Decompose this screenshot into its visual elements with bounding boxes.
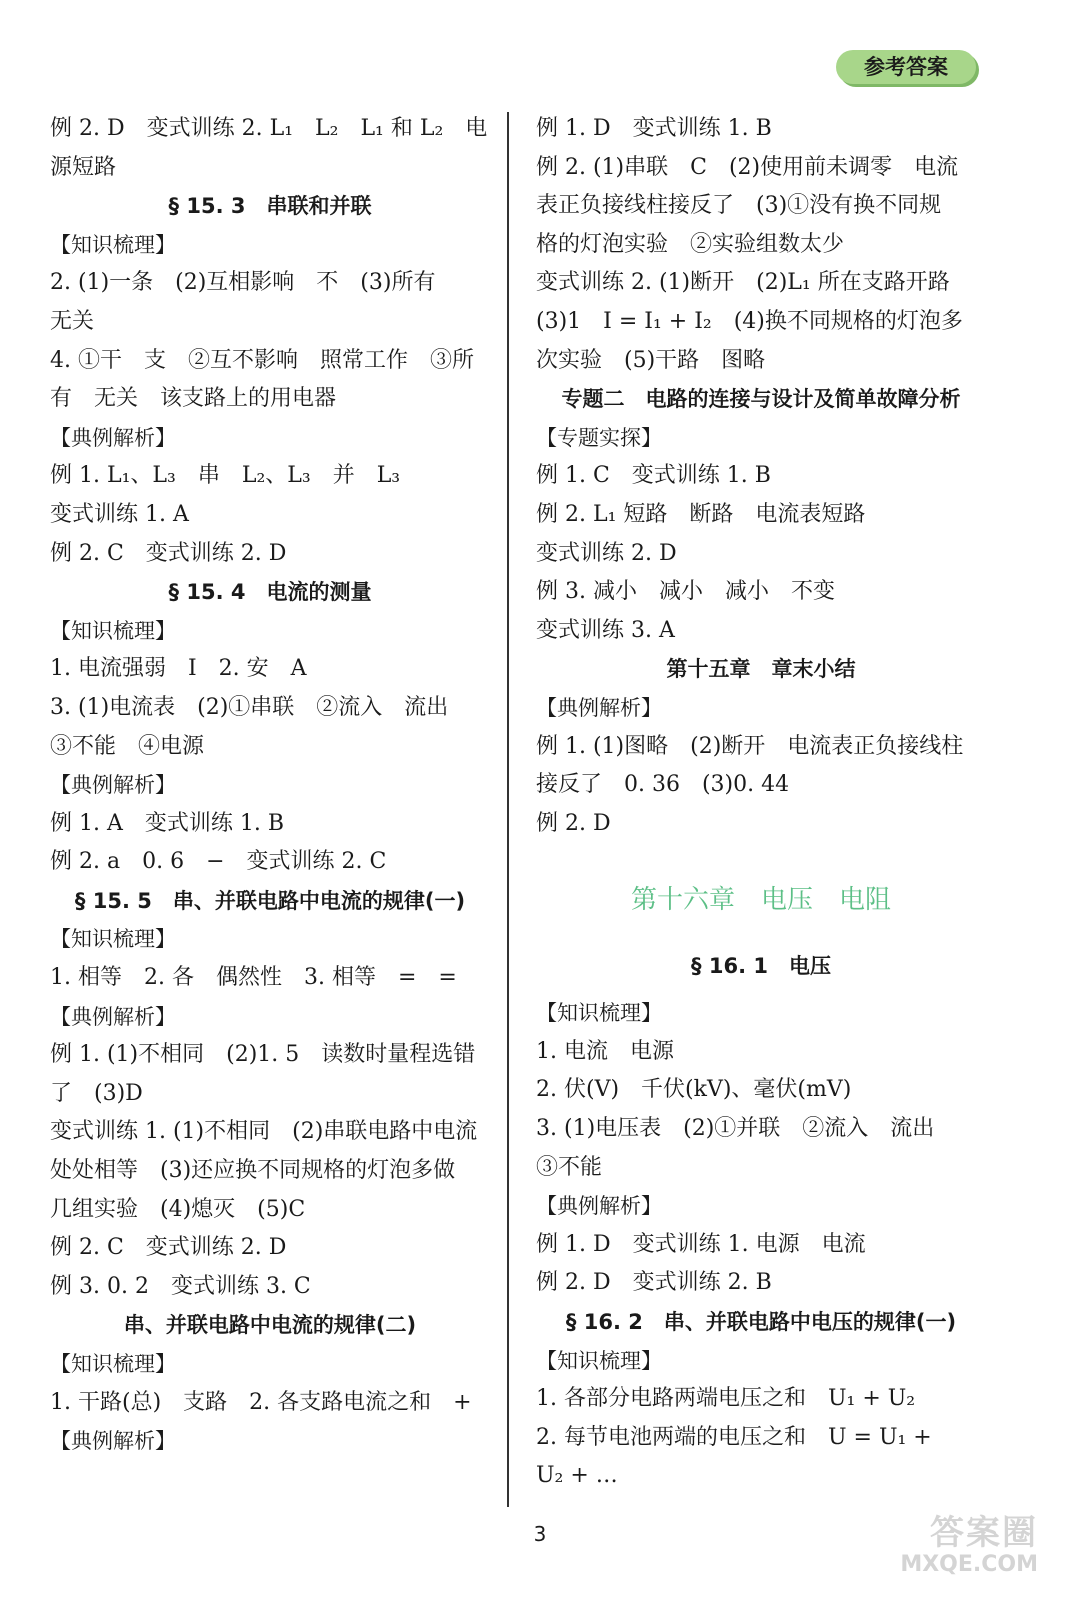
answer-line: 4. ①干 支 ②互不影响 照常工作 ③所 bbox=[50, 347, 474, 373]
answer-line: 例 2. C 变式训练 2. D bbox=[50, 1235, 287, 1261]
answer-line: 例 1. C 变式训练 1. B bbox=[536, 463, 771, 489]
answer-line: 例 2. L₁ 短路 断路 电流表短路 bbox=[536, 501, 866, 527]
section-heading: § 15. 3 串联和并联 bbox=[168, 194, 372, 219]
answer-line: 变式训练 1. (1)不相同 (2)串联电路中电流 bbox=[50, 1119, 478, 1145]
answer-line: ③不能 bbox=[536, 1154, 603, 1180]
answer-line: 例 2. D 变式训练 2. B bbox=[536, 1270, 772, 1296]
answer-line: 例 1. A 变式训练 1. B bbox=[50, 810, 285, 836]
watermark-logo bbox=[868, 1514, 1038, 1582]
subsection-label: 【典例解析】 bbox=[50, 1004, 176, 1029]
answer-line: U₂ + … bbox=[536, 1463, 618, 1489]
section-heading: § 15. 5 串、并联电路中电流的规律(一) bbox=[74, 888, 466, 913]
answer-line: 例 3. 0. 2 变式训练 3. C bbox=[50, 1273, 311, 1299]
answer-line: 几组实验 (4)熄灭 (5)C bbox=[50, 1196, 306, 1222]
answer-key-badge: 参考答案 bbox=[836, 50, 976, 84]
answer-line: 无关 bbox=[50, 308, 95, 334]
subsection-label: 【专题实探】 bbox=[536, 425, 662, 450]
answer-line: 1. 各部分电路两端电压之和 U₁ + U₂ bbox=[536, 1386, 916, 1412]
answer-line: 2. (1)一条 (2)互相影响 不 (3)所有 bbox=[50, 270, 436, 296]
right-column bbox=[536, 110, 986, 1496]
answer-line: 源短路 bbox=[50, 154, 117, 180]
page-number: 3 bbox=[533, 1522, 547, 1546]
subsection-label: 【知识梳理】 bbox=[50, 1352, 176, 1376]
answer-line: 例 1. D 变式训练 1. B bbox=[536, 116, 772, 141]
subsection-label: 【典例解析】 bbox=[50, 1429, 176, 1454]
answer-line: 格的灯泡实验 ②实验组数太少 bbox=[536, 231, 845, 257]
answer-line: ③不能 ④电源 bbox=[50, 733, 205, 759]
section-heading: § 15. 4 电流的测量 bbox=[168, 580, 372, 605]
section-heading: 第十五章 章末小结 bbox=[666, 657, 856, 682]
answer-line: 1. 电流 电源 bbox=[536, 1038, 674, 1064]
answer-line: 3. (1)电压表 (2)①并联 ②流入 流出 bbox=[536, 1116, 935, 1142]
answer-line: 2. 每节电池两端的电压之和 U = U₁ + bbox=[536, 1424, 932, 1450]
answer-line: 例 2. C 变式训练 2. D bbox=[50, 540, 287, 566]
answer-line: 有 无关 该支路上的用电器 bbox=[50, 386, 337, 412]
answer-line: 例 2. D 变式训练 2. L₁ L₂ L₁ 和 L₂ 电 bbox=[50, 116, 488, 141]
answer-line: 变式训练 1. A bbox=[50, 501, 189, 527]
answer-line: 例 1. (1)不相同 (2)1. 5 读数时量程选错 bbox=[50, 1042, 476, 1068]
chapter-title: 第十六章 电压 电阻 bbox=[630, 885, 891, 916]
answer-line: 2. 伏(V) 千伏(kV)、毫伏(mV) bbox=[536, 1077, 852, 1103]
answer-line: 例 1. D 变式训练 1. 电源 电流 bbox=[536, 1231, 866, 1257]
answer-line: 1. 干路(总) 支路 2. 各支路电流之和 + bbox=[50, 1389, 472, 1415]
answer-line: 1. 相等 2. 各 偶然性 3. 相等 = = bbox=[50, 965, 457, 991]
section-heading: § 16. 1 电压 bbox=[691, 954, 831, 979]
answer-line: 例 1. L₁、L₃ 串 L₂、L₃ 并 L₃ bbox=[50, 463, 401, 489]
subsection-label: 【典例解析】 bbox=[536, 1194, 662, 1219]
answer-line: (3)1 I = I₁ + I₂ (4)换不同规格的灯泡多 bbox=[536, 308, 963, 334]
answer-line: 变式训练 2. D bbox=[536, 540, 677, 566]
answer-line: 例 1. (1)图略 (2)断开 电流表正负接线柱 bbox=[536, 733, 964, 759]
answer-line: 处处相等 (3)还应换不同规格的灯泡多做 bbox=[50, 1158, 456, 1184]
subsection-label: 【典例解析】 bbox=[50, 773, 176, 798]
answer-line: 例 2. (1)串联 C (2)使用前未调零 电流 bbox=[536, 154, 959, 180]
subsection-label: 【典例解析】 bbox=[50, 425, 176, 450]
subsection-label: 【知识梳理】 bbox=[50, 927, 176, 952]
watermark-top-text: 答案圈 bbox=[930, 1513, 1038, 1553]
subsection-label: 【知识梳理】 bbox=[50, 618, 176, 643]
subsection-label: 【典例解析】 bbox=[536, 695, 662, 720]
subsection-label: 【知识梳理】 bbox=[536, 1001, 662, 1026]
section-heading: 专题二 电路的连接与设计及简单故障分析 bbox=[561, 387, 961, 412]
column-divider bbox=[507, 112, 509, 1507]
section-heading: § 16. 2 串、并联电路中电压的规律(一) bbox=[565, 1310, 957, 1335]
subsection-label: 【知识梳理】 bbox=[536, 1348, 662, 1373]
answer-line: 变式训练 3. A bbox=[536, 617, 675, 643]
watermark-bottom-text: MXQE.COM bbox=[900, 1552, 1038, 1577]
answer-line: 例 2. D bbox=[536, 810, 611, 836]
answer-line: 1. 电流强弱 I 2. 安 A bbox=[50, 656, 307, 682]
answer-line: 表正负接线柱接反了 (3)①没有换不同规 bbox=[536, 193, 942, 219]
answer-line: 3. (1)电流表 (2)①串联 ②流入 流出 bbox=[50, 694, 449, 720]
subsection-label: 【知识梳理】 bbox=[50, 232, 176, 257]
answer-line: 变式训练 2. (1)断开 (2)L₁ 所在支路开路 bbox=[536, 270, 950, 296]
section-heading: 串、并联电路中电流的规律(二) bbox=[123, 1313, 417, 1338]
answer-line: 例 3. 减小 减小 减小 不变 bbox=[536, 579, 835, 605]
answer-line: 次实验 (5)干路 图略 bbox=[536, 347, 766, 373]
answer-line: 了 (3)D bbox=[50, 1080, 143, 1106]
answer-line: 例 2. a 0. 6 − 变式训练 2. C bbox=[50, 849, 387, 875]
left-column bbox=[50, 110, 490, 1461]
answer-line: 接反了 0. 36 (3)0. 44 bbox=[536, 772, 790, 798]
